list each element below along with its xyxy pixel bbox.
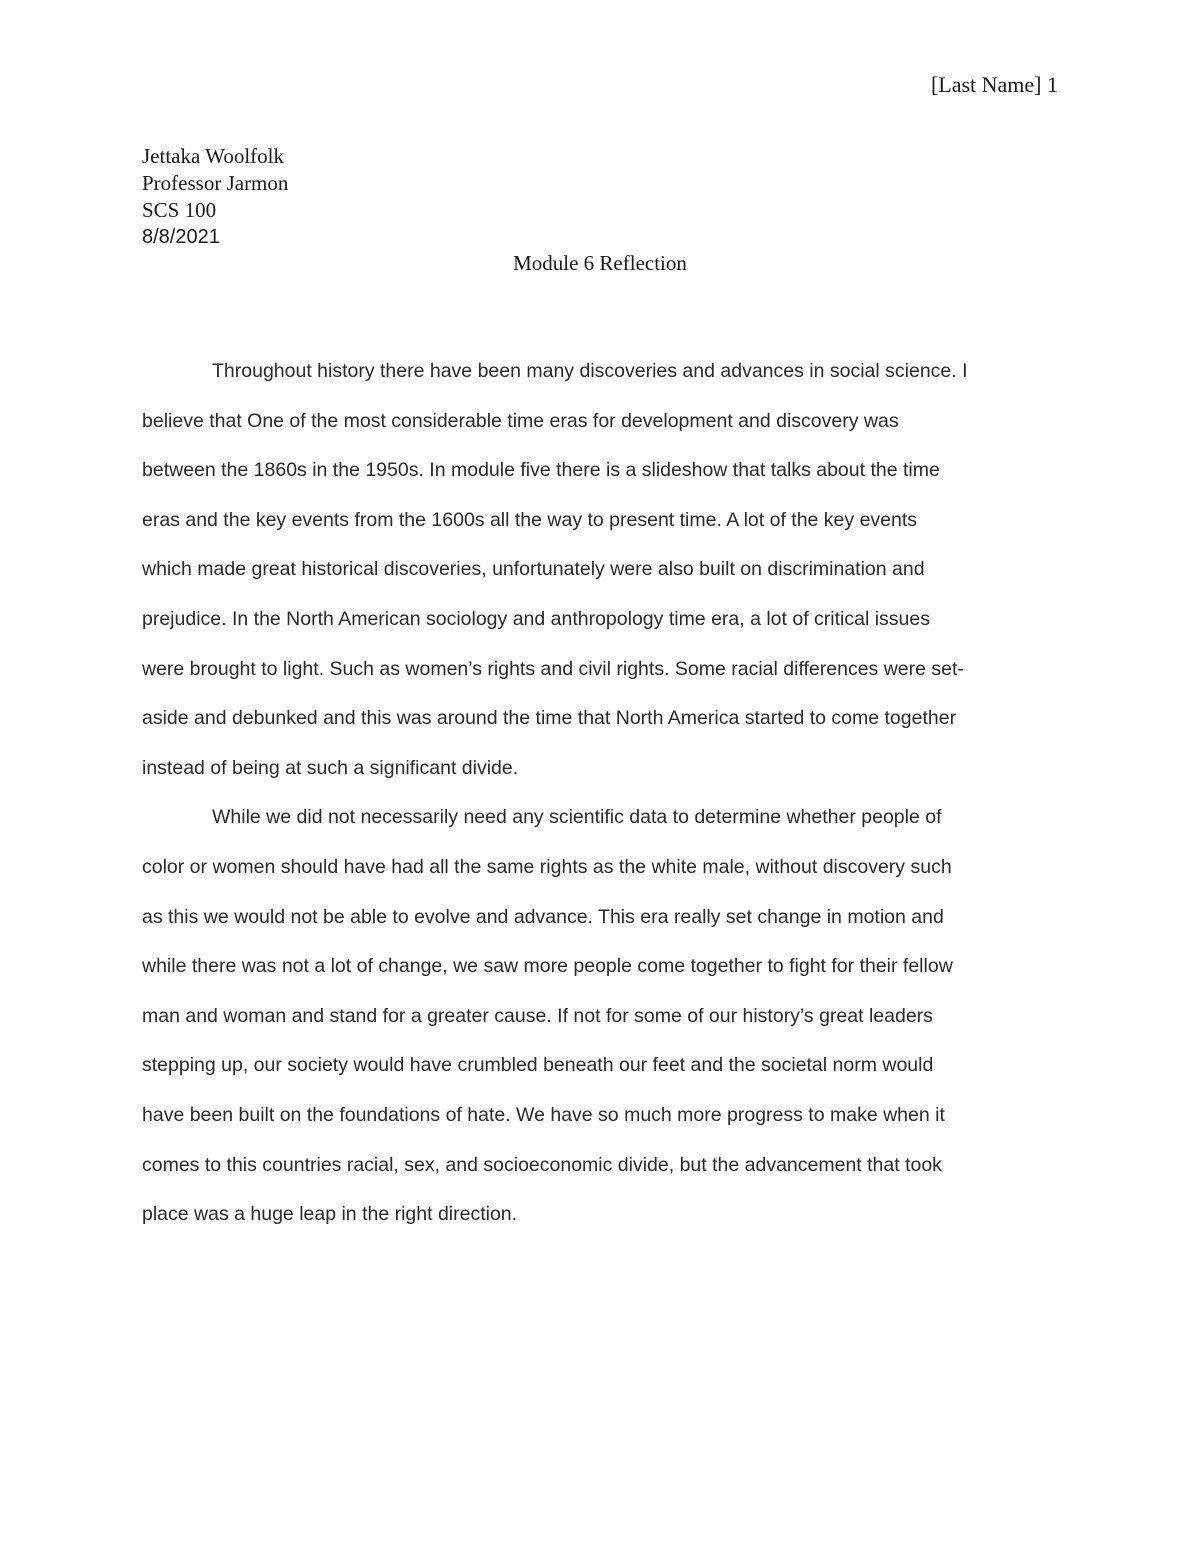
paragraph-line: comes to this countries racial, sex, and socioeconomic divide, but the advancement that took <box>142 1153 942 1176</box>
submission-date: 8/8/2021 <box>142 226 220 248</box>
course-code: SCS 100 <box>142 198 217 222</box>
paragraph-line: instead of being at such a significant divide. <box>142 756 519 779</box>
paragraph-line: while there was not a lot of change, we saw more people come together to fight for their fellow <box>142 955 953 978</box>
paragraph-line: believe that One of the most considerable time eras for development and discovery was <box>142 409 899 432</box>
paragraph-line: between the 1860s in the 1950s. In module five there is a slideshow that talks about the time <box>142 459 940 482</box>
paragraph-line: have been built on the foundations of hate. We have so much more progress to make when it <box>142 1103 945 1126</box>
paragraph-line: stepping up, our society would have crumbled beneath our feet and the societal norm would <box>142 1054 934 1077</box>
paragraph-line: eras and the key events from the 1600s all the way to present time. A lot of the key events <box>142 508 918 531</box>
paragraph-line: man and woman and stand for a greater cause. If not for some of our history’s great leaders <box>142 1004 933 1027</box>
document-title: Module 6 Reflection <box>513 251 687 275</box>
paragraph-2 <box>142 793 1060 1239</box>
professor-name: Professor Jarmon <box>142 171 289 195</box>
document-body <box>142 347 1060 1240</box>
paragraph-line: color or women should have had all the same rights as the white male, without discovery such <box>142 855 952 878</box>
paragraph-line: While we did not necessarily need any scientific data to determine whether people of <box>212 806 942 829</box>
paragraph-line: were brought to light. Such as women’s rights and civil rights. Some racial differences were set- <box>142 657 964 680</box>
student-name: Jettaka Woolfolk <box>142 144 284 168</box>
page-header: [Last Name] 1 <box>930 72 1058 97</box>
paragraph-line: place was a huge leap in the right direction. <box>142 1203 518 1226</box>
paragraph-line: prejudice. In the North American sociology and anthropology time era, a lot of critical issues <box>142 607 930 630</box>
heading-block <box>142 143 288 251</box>
paragraph-line: aside and debunked and this was around the time that North America started to come together <box>142 707 957 730</box>
paragraph-line: which made great historical discoveries, unfortunately were also built on discrimination and <box>142 558 925 581</box>
paragraph-line: as this we would not be able to evolve and advance. This era really set change in motion and <box>142 905 944 928</box>
paragraph-line: Throughout history there have been many discoveries and advances in social science. I <box>212 360 968 382</box>
paragraph-1 <box>142 347 1060 793</box>
